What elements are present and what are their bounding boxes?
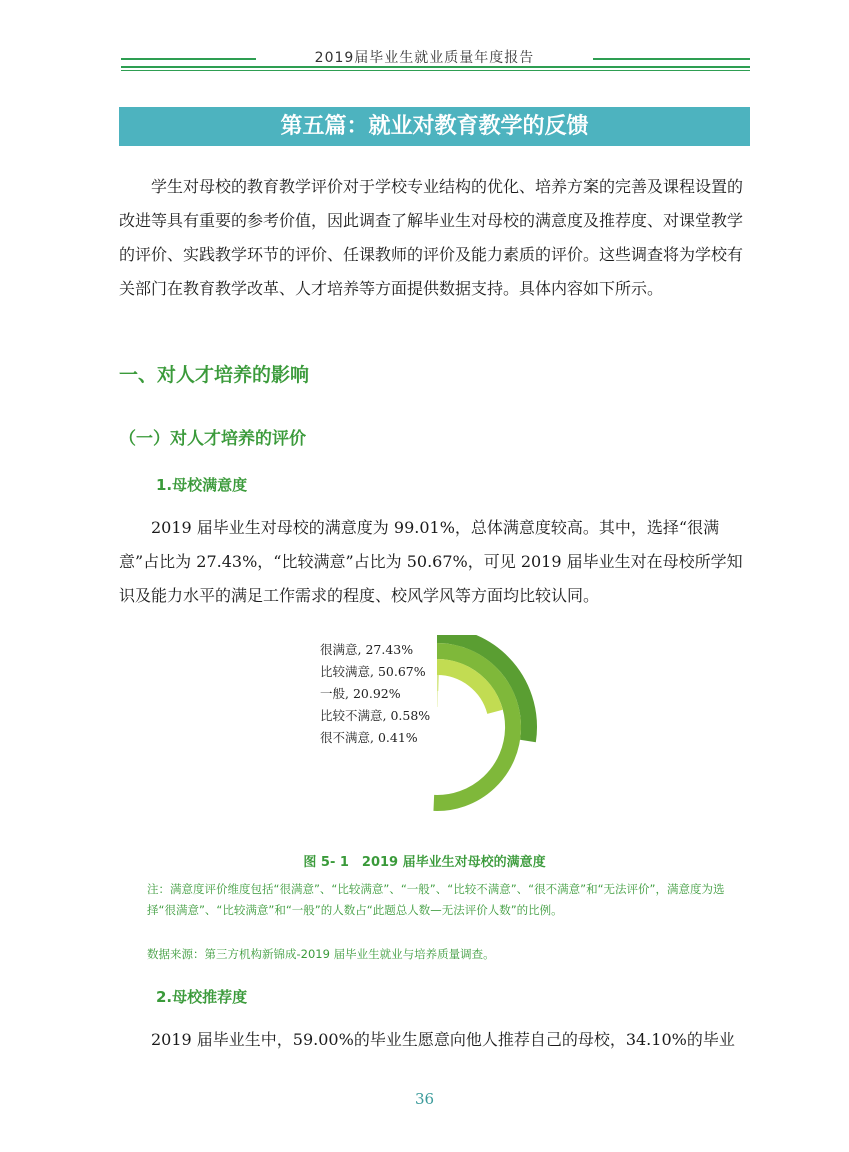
- item-heading-recommendation: 2.母校推荐度: [156, 988, 248, 1006]
- data-source: 数据来源：第三方机构新锦成-2019 届毕业生就业与培养质量调查。: [147, 947, 495, 961]
- intro-paragraph: 学生对母校的教育教学评价对于学校专业结构的优化、培养方案的完善及课程设置的改进等具有重要的参考价值，因此调查了解毕业生对母校的满意度及推荐度、对课堂教学的评价、实践教学环节的评价、任课教师的评价及能力素质的评价。这些调查将为学校有关部门在教育教学改革、人才培养等方面提供数据支持。具体内容如下所示。: [119, 177, 744, 298]
- data-label-4: 比较不满意, 0.58%: [320, 708, 431, 723]
- figure-note: 注：满意度评价维度包括“很满意”、“比较满意”、“一般”、“比较不满意”、“很不满意”和“无法评价”，满意度为选择“很满意”、“比较满意”和“一般”的人数占“此题总人数—无法评价人数”的比例。: [147, 882, 725, 917]
- figure-caption: 图 5- 1 2019 届毕业生对母校的满意度: [303, 855, 546, 870]
- recommendation-paragraph: 2019 届毕业生中，59.00%的毕业生愿意向他人推荐自己的母校，34.10%的毕业: [151, 1030, 735, 1049]
- data-label-5: 很不满意, 0.41%: [320, 730, 418, 745]
- data-label-3: 一般, 20.92%: [320, 686, 401, 701]
- header-rule-bottom-2: [121, 70, 750, 71]
- item-heading-satisfaction: 1.母校满意度: [156, 476, 248, 494]
- data-label-2: 比较满意, 50.67%: [320, 664, 426, 679]
- header-title: 2019届毕业生就业质量年度报告: [314, 50, 535, 66]
- section-heading: 一、对人才培养的影响: [119, 364, 310, 386]
- satisfaction-radial-chart: [300, 635, 560, 825]
- satisfaction-paragraph: 2019 届毕业生对母校的满意度为 99.01%，总体满意度较高。其中，选择“很满意”占比为 27.43%，“比较满意”占比为 50.67%，可见 2019 届毕业生对在母校所学知识及能力水平的满足工作需求的程度、校风学风等方面均比较认同。: [119, 518, 743, 605]
- part-title-banner: 第五篇：就业对教育教学的反馈: [119, 107, 750, 146]
- subsection-heading: （一）对人才培养的评价: [119, 429, 306, 449]
- page-number: 36: [414, 1090, 435, 1108]
- data-label-1: 很满意, 27.43%: [320, 642, 414, 657]
